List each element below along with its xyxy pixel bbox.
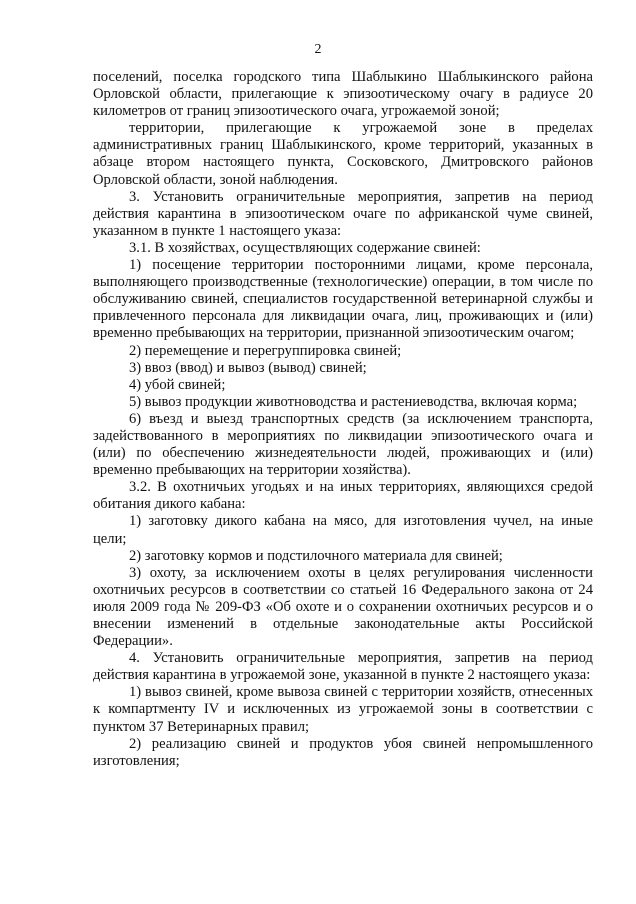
page-number: 2: [314, 42, 322, 57]
paragraph: 1) вывоз свиней, кроме вывоза свиней с территории хозяйств, отнесенных к компартменту IV и исключенных из угрожаемой зоны в соответствии с пунктом 37 Ветеринарных правил;: [93, 684, 593, 735]
paragraph: поселений, поселка городского типа Шаблыкино Шаблыкинского района Орловской области, прилегающие к эпизоотическому очагу в радиусе 20 километров от границ эпизоотического очага, угрожаемой зоной;: [93, 69, 593, 120]
document-body: [93, 69, 593, 770]
paragraph: 2) заготовку кормов и подстилочного материала для свиней;: [129, 547, 503, 564]
paragraph: 3. Установить ограничительные мероприятия, запретив на период действия карантина в эпизоотическом очаге по африканской чуме свиней, указанном в пункте 1 настоящего указа:: [93, 188, 593, 239]
paragraph: 6) въезд и выезд транспортных средств (за исключением транспорта, задействованного в мероприятиях по ликвидации эпизоотического очага и (или) по обеспечению жизнедеятельности людей, проживающих и (или) временно пребывающих на территории хозяйства).: [93, 410, 593, 479]
paragraph: 5) вывоз продукции животноводства и растениеводства, включая корма;: [129, 393, 578, 410]
paragraph: 2) перемещение и перегруппировка свиней;: [129, 342, 402, 359]
paragraph: 3) охоту, за исключением охоты в целях регулирования численности охотничьих ресурсов в соответствии со статьей 16 Федерального закона от 24 июля 2009 года № 209-ФЗ «Об охоте и о сохранении охотничьих ресурсов и о внесении изменений в отдельные законодательные акты Российской Федерации».: [93, 564, 593, 650]
paragraph: территории, прилегающие к угрожаемой зоне в пределах административных границ Шаблыкинского, кроме территорий, указанных в абзаце втором настоящего пункта, Сосковского, Дмитровского районов Орловской области, зоной наблюдения.: [93, 120, 593, 188]
paragraph: 4) убой свиней;: [129, 376, 226, 393]
paragraph: 1) заготовку дикого кабана на мясо, для изготовления чучел, на иные цели;: [93, 513, 593, 547]
paragraph: 3.2. В охотничьих угодьях и на иных территориях, являющихся средой обитания дикого кабана:: [93, 479, 593, 513]
paragraph: 1) посещение территории посторонними лицами, кроме персонала, выполняющего производственные (технологические) операции, в том числе по обслуживанию свиней, специалистов государственной ветеринарной службы и привлеченного персонала для ликвидации очага, лиц, проживающих и (или) временно пребывающих на территории, признанной эпизоотическим очагом;: [93, 257, 593, 342]
paragraph: 2) реализацию свиней и продуктов убоя свиней непромышленного изготовления;: [93, 735, 593, 769]
paragraph: 4. Установить ограничительные мероприятия, запретив на период действия карантина в угрожаемой зоне, указанной в пункте 2 настоящего указа:: [93, 650, 593, 684]
paragraph: 3) ввоз (ввод) и вывоз (вывод) свиней;: [129, 359, 367, 376]
paragraph: 3.1. В хозяйствах, осуществляющих содержание свиней:: [129, 239, 481, 256]
